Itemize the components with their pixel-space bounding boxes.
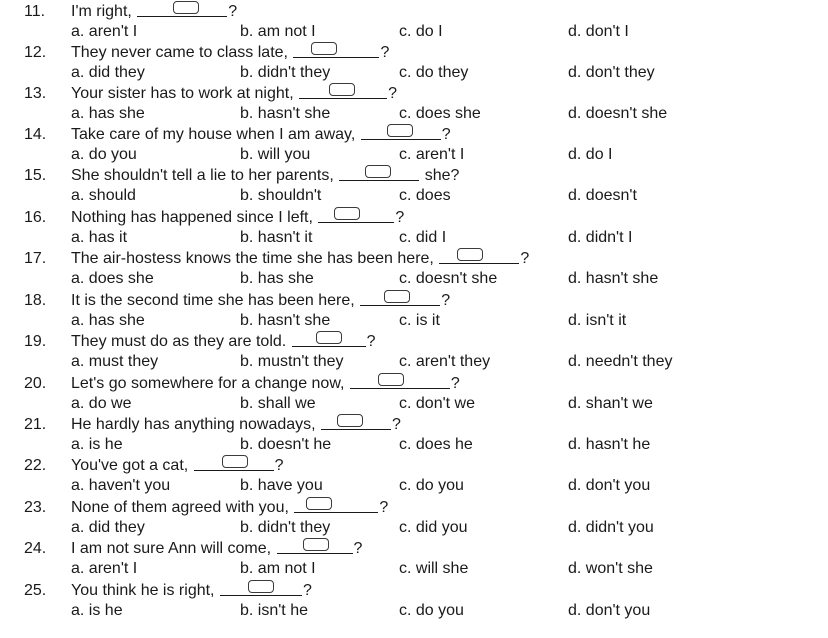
option-c[interactable]: c. does	[399, 187, 451, 204]
stem-end: ?	[388, 85, 397, 102]
question-20	[0, 374, 828, 416]
answer-box[interactable]	[248, 580, 274, 593]
question-13	[0, 84, 828, 126]
stem-text: Take care of my house when I am away,	[71, 126, 356, 143]
question-number: 14.	[24, 126, 47, 143]
option-b[interactable]: b. didn't they	[240, 519, 331, 536]
question-16	[0, 208, 828, 250]
answer-box[interactable]	[311, 42, 337, 55]
option-a[interactable]: a. has she	[71, 105, 145, 122]
answer-box[interactable]	[378, 373, 404, 386]
option-a[interactable]: a. is he	[71, 602, 123, 619]
answer-blank[interactable]	[294, 498, 378, 513]
option-a[interactable]: a. aren't I	[71, 23, 138, 40]
stem-text: Your sister has to work at night,	[71, 85, 294, 102]
answer-blank[interactable]	[299, 84, 387, 99]
option-d[interactable]: d. don't you	[568, 477, 651, 494]
option-b[interactable]: b. isn't he	[240, 602, 308, 619]
option-a[interactable]: a. did they	[71, 519, 145, 536]
answer-box[interactable]	[365, 165, 391, 178]
question-stem	[71, 166, 459, 186]
option-c[interactable]: c. do you	[399, 602, 464, 619]
answer-box[interactable]	[384, 290, 410, 303]
question-23	[0, 498, 828, 540]
option-b[interactable]: b. am not I	[240, 560, 316, 577]
question-number: 11.	[24, 3, 46, 20]
option-c[interactable]: c. does she	[399, 105, 481, 122]
question-19	[0, 332, 828, 374]
stem-end: ?	[274, 457, 284, 474]
stem-end: ?	[392, 416, 401, 433]
question-number: 17.	[24, 250, 47, 267]
question-17	[0, 249, 828, 291]
option-a[interactable]: a. aren't I	[71, 560, 138, 577]
question-stem	[71, 208, 404, 228]
question-22	[0, 456, 828, 498]
option-d[interactable]: d. doesn't	[568, 187, 637, 204]
question-15	[0, 166, 828, 208]
stem-text: It is the second time she has been here,	[71, 292, 355, 309]
question-number: 12.	[24, 44, 47, 61]
question-number: 21.	[24, 416, 47, 433]
question-stem	[71, 291, 450, 311]
option-b[interactable]: b. will you	[240, 146, 311, 163]
option-d[interactable]: d. don't I	[568, 23, 629, 40]
question-number: 16.	[24, 209, 47, 226]
option-a[interactable]: a. haven't you	[71, 477, 171, 494]
stem-end: ?	[302, 582, 312, 599]
stem-text: They must do as they are told.	[71, 333, 287, 350]
answer-blank[interactable]	[350, 374, 450, 389]
question-24	[0, 539, 828, 581]
option-c[interactable]: c. is it	[399, 312, 440, 329]
option-d[interactable]: d. didn't you	[568, 519, 654, 536]
option-c[interactable]: c. will she	[399, 560, 469, 577]
question-11	[0, 2, 828, 44]
option-b[interactable]: b. hasn't she	[240, 105, 331, 122]
question-stem	[71, 43, 389, 63]
question-number: 15.	[24, 167, 47, 184]
question-stem	[71, 498, 388, 518]
option-b[interactable]: b. mustn't they	[240, 353, 344, 370]
stem-text: You think he is right,	[71, 582, 215, 599]
answer-blank[interactable]	[293, 43, 379, 58]
answer-box[interactable]	[387, 124, 413, 137]
option-d[interactable]: d. hasn't he	[568, 436, 651, 453]
option-d[interactable]: d. hasn't she	[568, 270, 659, 287]
option-c[interactable]: c. doesn't she	[399, 270, 498, 287]
answer-blank[interactable]	[439, 249, 519, 264]
question-stem	[71, 415, 401, 435]
option-b[interactable]: b. doesn't he	[240, 436, 332, 453]
answer-blank[interactable]	[339, 166, 419, 181]
option-a[interactable]: a. is he	[71, 436, 123, 453]
option-a[interactable]: a. should	[71, 187, 136, 204]
stem-text: They never came to class late,	[71, 44, 288, 61]
question-number: 22.	[24, 457, 47, 474]
option-c[interactable]: c. don't we	[399, 395, 475, 412]
option-c[interactable]: c. do they	[399, 64, 469, 81]
option-c[interactable]: c. do you	[399, 477, 464, 494]
option-a[interactable]: a. does she	[71, 270, 154, 287]
question-number: 18.	[24, 292, 47, 309]
option-d[interactable]: d. don't they	[568, 64, 655, 81]
stem-text: None of them agreed with you,	[71, 499, 289, 516]
option-a[interactable]: a. do you	[71, 146, 137, 163]
question-number: 20.	[24, 375, 47, 392]
option-a[interactable]: a. do we	[71, 395, 132, 412]
option-d[interactable]: d. didn't I	[568, 229, 633, 246]
option-b[interactable]: b. hasn't it	[240, 229, 313, 246]
answer-box[interactable]	[316, 331, 342, 344]
stem-end: ?	[450, 375, 460, 392]
stem-text: You've got a cat,	[71, 457, 189, 474]
stem-text: The air-hostess knows the time she has been here,	[71, 250, 434, 267]
answer-blank[interactable]	[321, 415, 391, 430]
stem-end: she?	[424, 167, 460, 184]
answer-blank[interactable]	[292, 332, 366, 347]
answer-box[interactable]	[303, 538, 329, 551]
option-d[interactable]: d. won't she	[568, 560, 653, 577]
answer-box[interactable]	[306, 497, 332, 510]
option-d[interactable]: d. isn't it	[568, 312, 627, 329]
question-number: 25.	[24, 582, 47, 599]
option-b[interactable]: b. has she	[240, 270, 314, 287]
question-21	[0, 415, 828, 457]
option-c[interactable]: c. does he	[399, 436, 473, 453]
answer-blank[interactable]	[361, 125, 441, 140]
stem-end: ?	[353, 540, 363, 557]
answer-blank[interactable]	[318, 208, 394, 223]
option-d[interactable]: d. don't you	[568, 602, 651, 619]
answer-blank[interactable]	[360, 291, 440, 306]
option-d[interactable]: d. needn't they	[568, 353, 673, 370]
question-stem	[71, 539, 362, 559]
option-a[interactable]: a. has she	[71, 312, 145, 329]
option-c[interactable]: c. aren't I	[399, 146, 465, 163]
option-b[interactable]: b. hasn't she	[240, 312, 331, 329]
option-c[interactable]: c. aren't they	[399, 353, 491, 370]
question-stem	[71, 456, 284, 476]
question-stem	[71, 2, 237, 22]
answer-box[interactable]	[329, 83, 355, 96]
answer-box[interactable]	[173, 1, 199, 14]
question-stem	[71, 374, 460, 394]
answer-box[interactable]	[222, 455, 248, 468]
stem-text: I am not sure Ann will come,	[71, 540, 272, 557]
answer-blank[interactable]	[220, 581, 302, 596]
stem-end: ?	[520, 250, 530, 267]
question-stem	[71, 84, 397, 104]
option-a[interactable]: a. has it	[71, 229, 128, 246]
question-stem	[71, 332, 376, 352]
answer-blank[interactable]	[137, 2, 227, 17]
answer-blank[interactable]	[277, 539, 353, 554]
question-number: 13.	[24, 85, 47, 102]
option-d[interactable]: d. doesn't she	[568, 105, 668, 122]
stem-end: ?	[380, 44, 390, 61]
answer-blank[interactable]	[194, 456, 274, 471]
answer-box[interactable]	[334, 207, 360, 220]
option-b[interactable]: b. shall we	[240, 395, 316, 412]
option-b[interactable]: b. shouldn't	[240, 187, 322, 204]
answer-box[interactable]	[337, 414, 363, 427]
question-number: 24.	[24, 540, 47, 557]
option-b[interactable]: b. didn't they	[240, 64, 331, 81]
stem-text: Let's go somewhere for a change now,	[71, 375, 345, 392]
stem-text: She shouldn't tell a lie to her parents,	[71, 167, 334, 184]
question-stem	[71, 125, 451, 145]
question-number: 19.	[24, 333, 47, 350]
question-14	[0, 125, 828, 167]
option-a[interactable]: a. did they	[71, 64, 145, 81]
option-c[interactable]: c. did I	[399, 229, 447, 246]
stem-end: ?	[441, 292, 451, 309]
question-number: 23.	[24, 499, 47, 516]
stem-text: Nothing has happened since I left,	[71, 209, 313, 226]
question-18	[0, 291, 828, 333]
option-b[interactable]: b. am not I	[240, 23, 316, 40]
stem-text: He hardly has anything nowadays,	[71, 416, 316, 433]
option-b[interactable]: b. have you	[240, 477, 323, 494]
answer-box[interactable]	[457, 248, 483, 261]
stem-text: I'm right,	[71, 3, 132, 20]
question-stem	[71, 249, 529, 269]
stem-end: ?	[441, 126, 451, 143]
stem-end: ?	[379, 499, 389, 516]
question-stem	[71, 581, 312, 601]
question-12	[0, 43, 828, 85]
stem-end: ?	[228, 3, 238, 20]
question-25	[0, 581, 828, 623]
option-a[interactable]: a. must they	[71, 353, 159, 370]
stem-end: ?	[395, 209, 405, 226]
option-d[interactable]: d. do I	[568, 146, 613, 163]
option-c[interactable]: c. did you	[399, 519, 468, 536]
option-d[interactable]: d. shan't we	[568, 395, 653, 412]
stem-end: ?	[366, 333, 376, 350]
option-c[interactable]: c. do I	[399, 23, 443, 40]
